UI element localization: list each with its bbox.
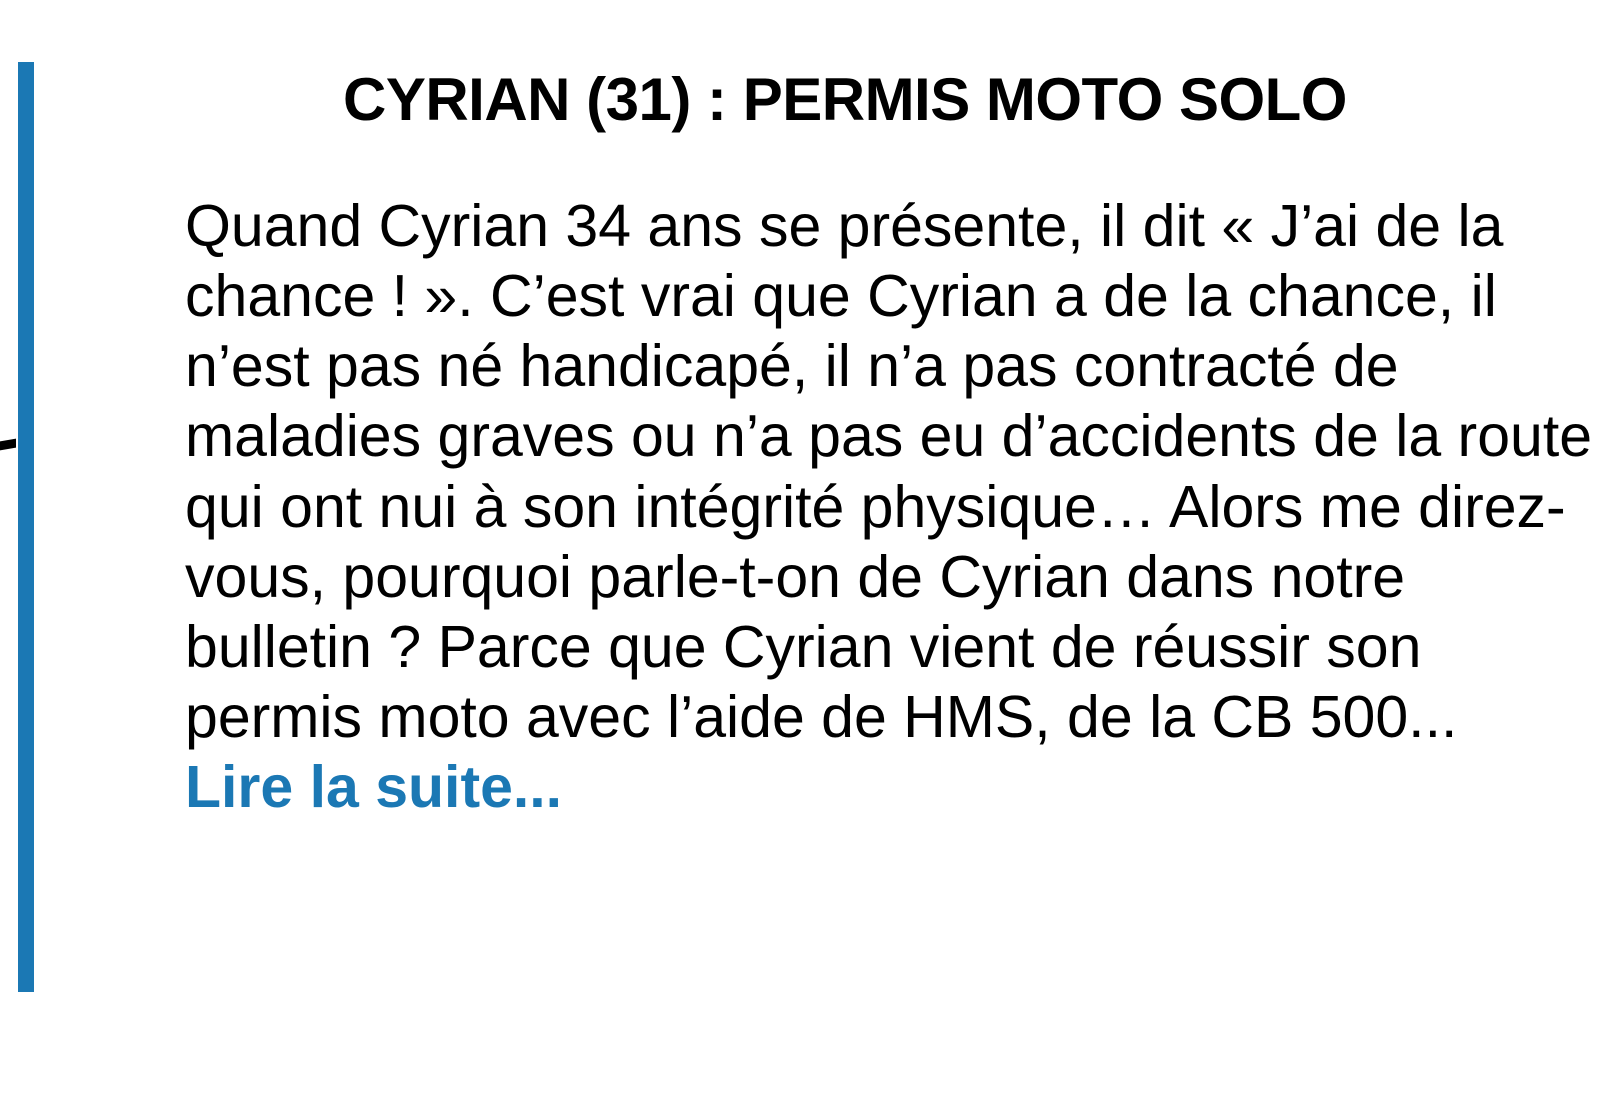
- left-accent-bar: [18, 62, 34, 992]
- body-paragraph: [185, 133, 1595, 823]
- body-text: Quand Cyrian 34 ans se présente, il dit « J’ai de la chance ! ». C’est vrai que Cyrian a de la chance, il n’est pas né handicapé, il n’a pas contracté de maladies graves ou n’a pas eu d’accidents de la route qui ont nui à son intégrité physique… Alors me direz-vous, pourquoi parle-t-on de Cyrian dans notre bulletin ? Parce que Cyrian vient de réussir son permis moto avec l’aide de HMS, de la CB 500...: [185, 192, 1593, 751]
- slide-content: [185, 0, 1593, 1100]
- read-more-link[interactable]: Lire la suite...: [185, 754, 563, 821]
- page-title: CYRIAN (31) : PERMIS MOTO SOLO: [343, 66, 1347, 133]
- left-edge-tick-mark: [0, 439, 16, 451]
